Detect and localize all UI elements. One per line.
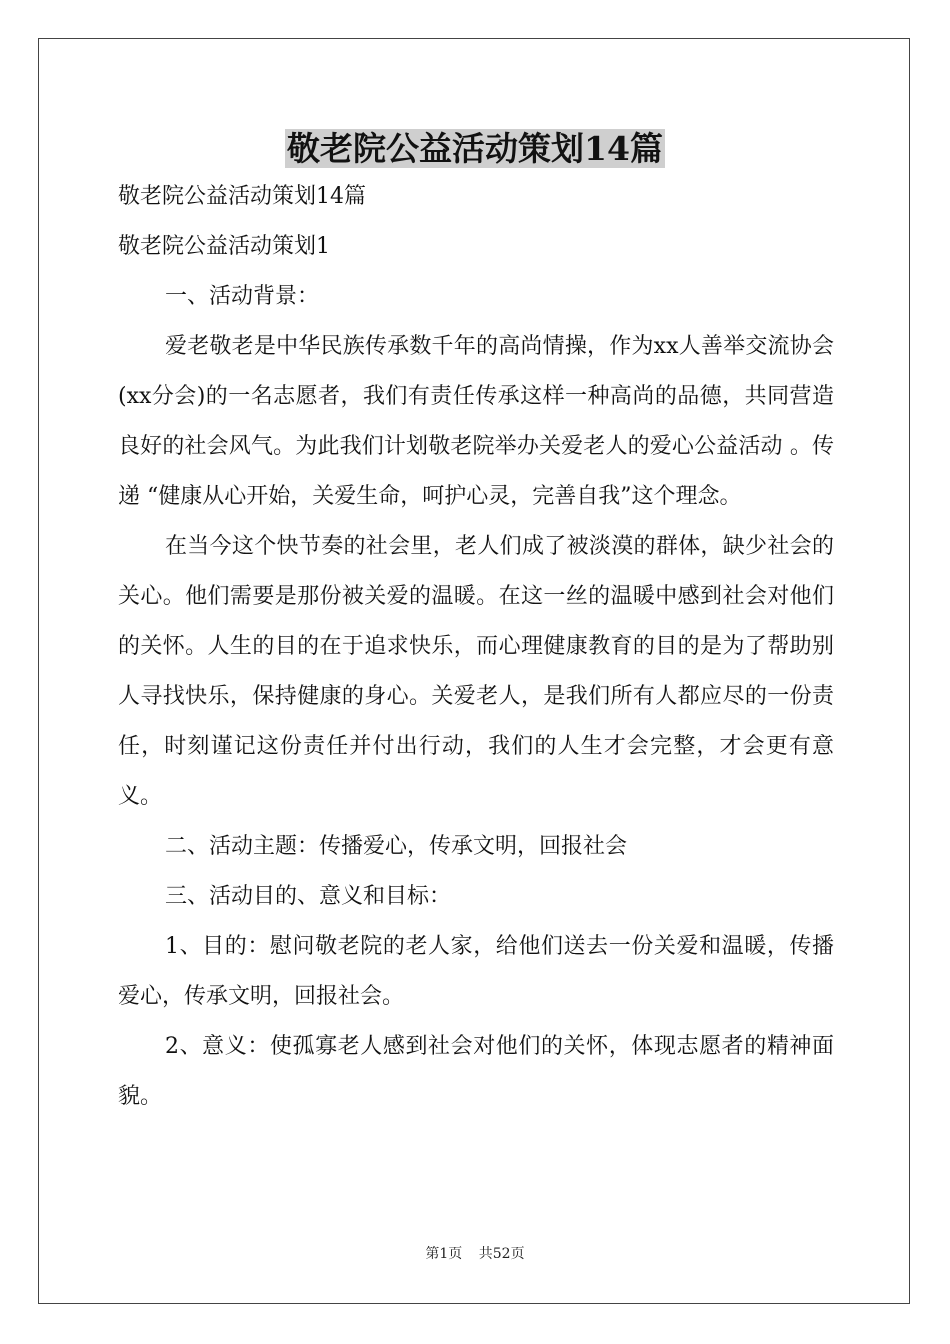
paragraph-background-heading: 一、活动背景： [165, 284, 320, 309]
document-body [118, 172, 834, 1122]
paragraph-background-2: 在当今这个快节奏的社会里，老人们成了被淡漠的群体，缺少社会的关心。他们需要是那份被关爱的温暖。在这一丝的温暖中感到社会对他们的关怀。人生的目的在于追求快乐，而心理健康教育的目的是为了帮助别人寻找快乐，保持健康的身心。关爱老人，是我们所有人都应尽的一份责任，时刻谨记这份责任并付出行动，我们的人生才会完整，才会更有意义。 [118, 534, 834, 809]
paragraph-background-1: 爱老敬老是中华民族传承数千年的高尚情操，作为xx人善举交流协会(xx分会)的一名志愿者，我们有责任传承这样一种高尚的品德，共同营造良好的社会风气。为此我们计划敬老院举办关爱老人的爱心公益活动 。传递 “健康从心开始，关爱生命，呵护心灵，完善自我”这个理念。 [118, 334, 834, 509]
page-footer [0, 1244, 950, 1264]
paragraph-goal-meaning: 2、意义：使孤寡老人感到社会对他们的关怀，体现志愿者的精神面貌。 [118, 1034, 834, 1109]
page-total: 共52页 [478, 1246, 525, 1262]
paragraph-goal-purpose: 1、目的：慰问敬老院的老人家，给他们送去一份关爱和温暖，传播爱心，传承文明，回报社会。 [118, 934, 834, 1009]
paragraph-theme: 二、活动主题：传播爱心，传承文明，回报社会 [165, 834, 628, 859]
paragraph-section-heading: 敬老院公益活动策划1 [118, 234, 330, 259]
paragraph-goals-heading: 三、活动目的、意义和目标： [165, 884, 452, 909]
paragraph-subtitle: 敬老院公益活动策划14篇 [118, 184, 366, 209]
document-title [0, 126, 950, 172]
document-title-text: 敬老院公益活动策划14篇 [287, 129, 663, 168]
page-number: 第1页 [425, 1246, 463, 1262]
